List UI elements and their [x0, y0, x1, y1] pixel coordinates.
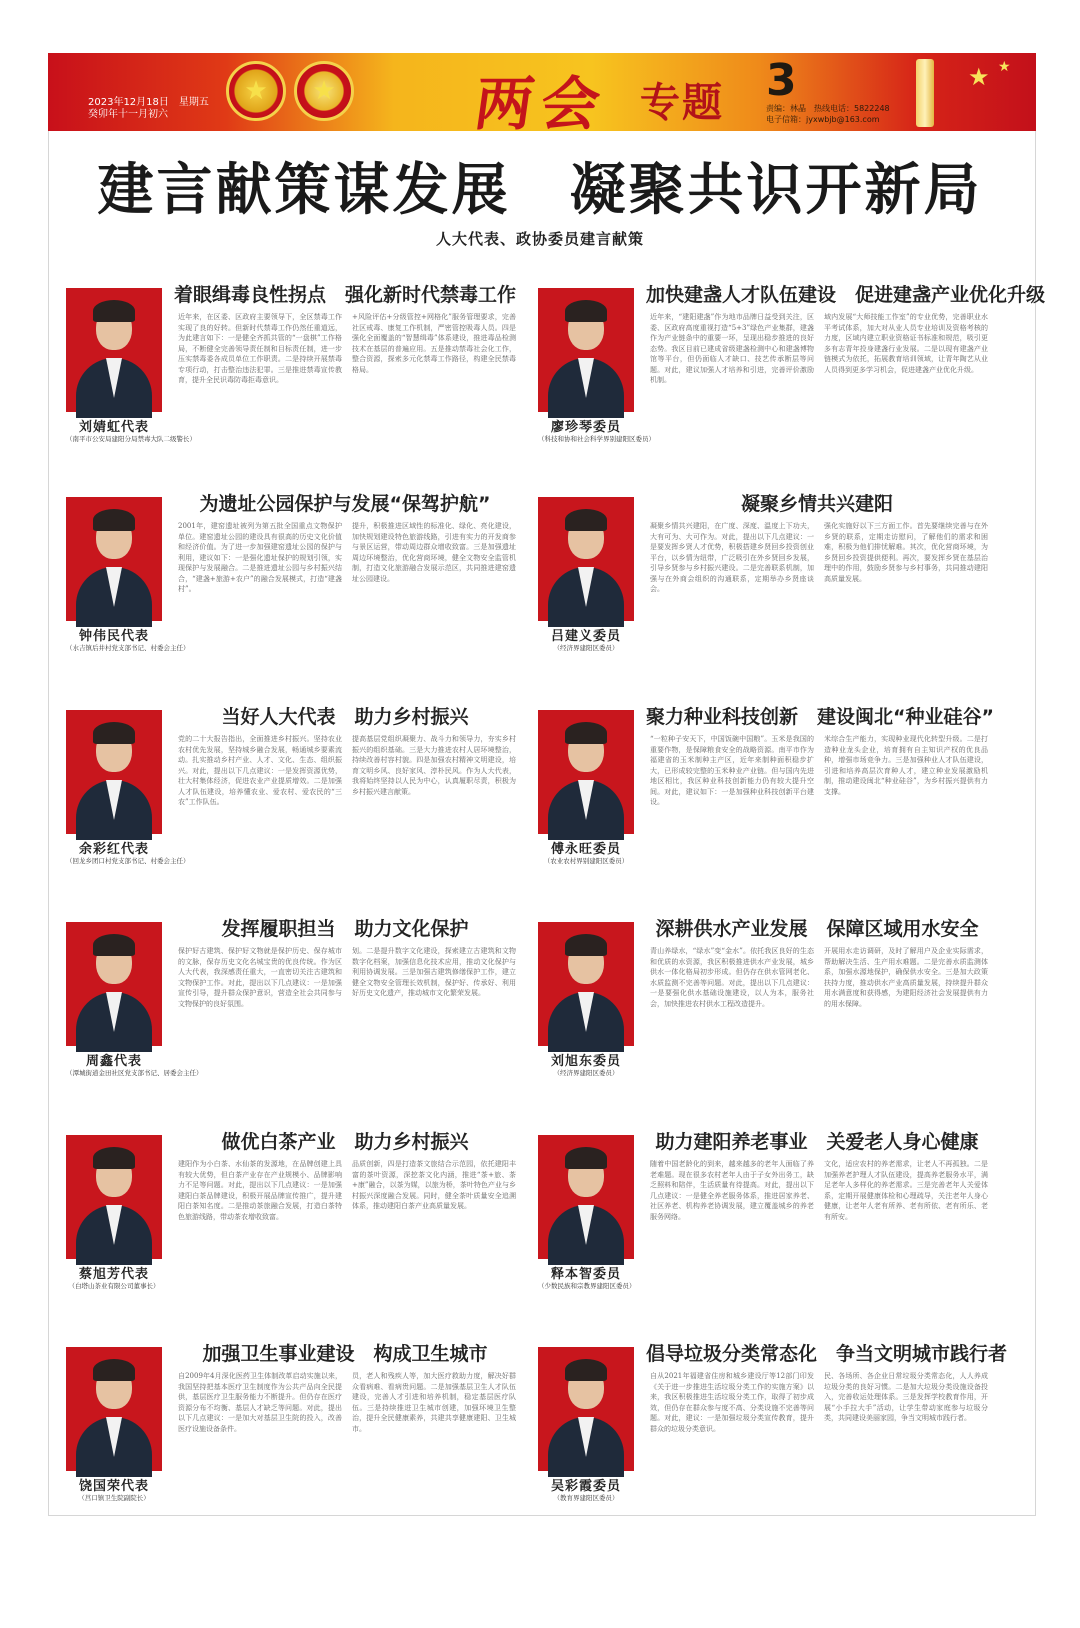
portrait-photo	[66, 922, 162, 1046]
article-column-right: 米综合生产能力，实现种业现代化转型升级。二是打造种业龙头企业，培育拥有自主知识产权的优良品种，增强市场竞争力。三是加强种业人才队伍建设，引进和培养高层次育种人才，建立种业发展激励机制，推动建设闽北“种业硅谷”，为乡村振兴提供有力支撑。	[824, 735, 988, 796]
huabiao-pillar-icon	[916, 59, 934, 127]
article-column-left: 近年来，在区委、区政府主要领导下，全区禁毒工作实现了良的好转。但新时代禁毒工作仍然任重道远，为此建言如下：一是健全齐抓共管的“一盘棋”工作格局，不断健全完善领导责任制和目标责任制，进一步压实禁毒委各成员单位工作职责。二是持续开展禁毒专项行动，打击整治违法犯罪。三是推进禁毒宣传教育，提升全民识毒防毒拒毒意识。	[178, 313, 342, 384]
article-column-right: 划。二是提升数字文化建设，探索建立古建筑和文物数字化档案，加强信息化技术应用，推动文化保护与利用协调发展。三是加强古建筑修缮保护工作，建立健全文物安全管理长效机制，保护好、传承好、利用好历史文化遗产，推动城市文化繁荣发展。	[352, 947, 516, 997]
article-column-right: 提升，积极推进区域性的标准化、绿化、亮化建设，加快规划建设特色旅游线路，引进有实力的开发商参与景区运营，带动周边群众增收致富。三是加强遗址周边环境整治，优化营商环境，健全文物安全监管机制，打造文化旅游融合发展示范区，共同推进建窑遗址公园建设。	[352, 522, 516, 583]
page-number: 3	[766, 55, 797, 106]
portrait-photo	[66, 1135, 162, 1259]
article-column-left: 保护好古建筑、保护好文物就是保护历史、保存城市的文脉，保存历史文化名城宝贵的优良传统。作为区人大代表，我深感责任重大，一直密切关注古建筑和文物保护工作。对此，提出以下几点建议：一是加强宣传引导，提升群众保护意识，营造全社会共同参与文物保护的良好氛围。	[178, 947, 342, 1008]
page-subheadline: 人大代表、政协委员建言献策	[435, 230, 644, 248]
article-column-right: 员，老人和残疾人等，加大医疗救助力度，解决好群众看病难、看病贵问题。二是加强基层卫生人才队伍建设，完善人才引进和培养机制，稳定基层医疗队伍。三是持续推进卫生城市创建，加强环境卫生整治，提升全民健康素养，共建共享健康建阳、卫生城市。	[352, 1372, 516, 1433]
article-card	[66, 284, 517, 478]
portrait-hair	[93, 509, 135, 531]
portrait-hair	[565, 1359, 607, 1381]
delegate-role: （回龙乡团口村党支部书记、村委会主任）	[66, 857, 190, 865]
article-column-right: 提高基层党组织凝聚力、战斗力和领导力，夯实乡村振兴的组织基础。三是大力推进农村人居环境整治，持续改善村容村貌。四是加强农村精神文明建设，培育文明乡风、良好家风、淳朴民风。作为人大代表，我将始终坚持以人民为中心，认真履职尽责，积极为乡村振兴建言献策。	[352, 735, 516, 796]
article-body	[650, 734, 988, 878]
delegate-name: 周鑫代表	[85, 1054, 142, 1069]
article-column-right: 域内发展“大师技能工作室”的专业优势，完善职业水平考试体系，加大对从业人员专业培训及资格考核的力度，区域内建立职业资格证书标准和规范，吸引更多有志青年投身建盏行业发展。二是以现有建盏产业链模式为依托，拓展教育培训领域，让青年陶艺从业人员得到更多学习机会，促进建盏产业优化升级。	[824, 313, 988, 374]
portrait-hair	[565, 934, 607, 956]
portrait-hair	[565, 1147, 607, 1169]
article-body	[650, 1371, 988, 1515]
portrait-photo	[66, 288, 162, 412]
article-column-right: +风险评估+分级管控+网格化”服务管理要求，完善社区戒毒、康复工作机制，严密管控吸毒人员。四是强化全面覆盖的“智慧缉毒”体系建设，推进毒品检测技术在基层的普遍应用。五是推动禁毒社会化工作，整合资源，探索多元化禁毒工作路径，构建全民禁毒格局。	[352, 313, 516, 374]
delegate-role: （科技和协和社会科学界别建阳区委员）	[538, 435, 655, 443]
portrait-photo	[538, 497, 634, 621]
article-card	[66, 493, 516, 687]
portrait-photo	[66, 497, 162, 621]
portrait-photo	[538, 288, 634, 412]
delegate-name: 释本智委员	[550, 1267, 621, 1282]
article-column-left: 近年来，“建阳建盏”作为地市品牌日益受到关注，区委、区政府高度重视打造“5+3”绿色产业集群，建盏作为产业链条中的重要一环，呈现出稳步推进的良好态势。我区目前已建成省级建盏检测中心和建盏博物馆等平台，但仍面临人才缺口、技艺传承断层等问题。对此，建议加强人才培养和引进，完善评价激励机制。	[650, 313, 814, 384]
article-card	[538, 706, 994, 900]
portrait-hair	[565, 300, 607, 322]
delegate-role: （教育界建阳区委员）	[553, 1494, 619, 1502]
section-title-lianghui: 两会	[470, 70, 613, 138]
article-column-left: 自2009年4月深化医药卫生体制改革启动实施以来，我国坚持把基本医疗卫生制度作为公共产品向全民提供，基层医疗卫生服务能力不断提升。但仍存在医疗资源分布不均衡、基层人才缺乏等问题。对此，提出以下几点建议：一是加大对基层卫生院的投入，改善医疗设施设备条件。	[178, 1372, 342, 1433]
article-card	[66, 1131, 516, 1325]
section-title-zhuanti: 专题	[640, 80, 724, 126]
portrait-hair	[93, 934, 135, 956]
date-lunar: 癸卯年十一月初六	[88, 109, 168, 120]
article-card	[538, 1343, 1008, 1537]
article-column-left: 随着中国老龄化的到来，越来越多的老年人面临了养老难题。现在很多农村老年人由于子女外出务工，缺乏照料和陪伴，生活质量有待提高。对此，提出以下几点建议：一是健全养老服务体系，推进居家养老、社区养老、机构养老协调发展，建立覆盖城乡的养老服务网络。	[650, 1160, 814, 1221]
article-title: 着眼缉毒良性拐点 强化新时代禁毒工作	[174, 284, 517, 306]
article-title: 凝聚乡情共兴建阳	[740, 493, 893, 515]
portrait-hair	[93, 722, 135, 744]
article-column-left: 党的二十大报告指出，全面推进乡村振兴。坚持农业农村优先发展，坚持城乡融合发展，畅通城乡要素流动。扎实推动乡村产业、人才、文化、生态、组织振兴。对此，提出以下几点建议：一是发挥资源优势，壮大村集体经济，促进农业产业提质增效。二是加强人才队伍建设，培养懂农业、爱农村、爱农民的“三农”工作队伍。	[178, 735, 342, 806]
portrait-photo	[66, 1347, 162, 1471]
portrait-photo	[538, 1347, 634, 1471]
delegate-name: 吕建义委员	[550, 629, 621, 644]
article-body	[178, 946, 516, 1090]
article-card	[66, 706, 516, 900]
portrait-hair	[565, 722, 607, 744]
delegate-name: 刘婧虹代表	[78, 420, 149, 435]
star-icon: ★	[968, 63, 990, 91]
article-title: 助力建阳养老事业 关爱老人身心健康	[655, 1131, 979, 1153]
article-column-right: 文化，适应农村的养老需求，让老人不再孤独。二是加强养老护理人才队伍建设，提高养老服务水平，满足老年人多样化的养老需求。三是完善老年人关爱体系，定期开展健康体检和心理疏导，关注老年人身心健康，让老年人老有所养、老有所依、老有所乐、老有所安。	[824, 1160, 988, 1221]
article-column-left: 建阳作为小白茶、水仙茶的发源地，在品牌创建上具有较大优势，但白茶产业存在产业规模小、品牌影响力不足等问题。对此，提出以下几点建议：一是加强建阳白茶品牌建设，积极开展品牌宣传推广，提升建阳白茶知名度。二是推动茶旅融合发展，打造白茶特色旅游线路，带动茶农增收致富。	[178, 1160, 342, 1221]
portrait-hair	[93, 1359, 135, 1381]
delegate-role: （莒口镇卫生院副院长）	[78, 1494, 150, 1502]
article-body	[178, 734, 516, 878]
article-card	[538, 284, 1046, 478]
article-column-right: 品质创新，四是打造茶文旅结合示范园，依托建阳丰富的茶叶资源，深挖茶文化内涵，推进“茶+旅、茶+康”融合，以茶为媒，以旅为桥，茶叶特色产业与乡村振兴深度融合发展。同时，健全茶叶质量安全追溯体系，推动建阳白茶产业高质量发展。	[352, 1160, 516, 1210]
delegate-role: （少数民族和宗教界建阳区委员）	[538, 1282, 636, 1290]
article-body	[650, 312, 988, 456]
portrait-photo	[66, 710, 162, 834]
article-body	[650, 946, 988, 1090]
issue-date	[88, 97, 209, 121]
article-column-left: “一粒种子安天下，中国饭碗中国粮”。玉米是我国的重要作物，是保障粮食安全的战略资源。南平市作为福建省的玉米制种主产区，近年来制种面积稳步扩大，已形成较完整的玉米种业产业链。但与国内先进地区相比，我区种业科技创新能力仍有较大提升空间。对此，建议如下：一是加强种业科技创新平台建设。	[650, 735, 814, 806]
portrait-hair	[565, 509, 607, 531]
article-body	[178, 1371, 516, 1515]
article-title: 加强卫生事业建设 构成卫生城市	[202, 1343, 488, 1365]
page-headline: 建言献策谋发展 凝聚共识开新局	[97, 158, 983, 223]
cppcc-emblem-icon: ★	[294, 61, 354, 121]
article-title: 深耕供水产业发展 保障区域用水安全	[655, 918, 979, 940]
editor-line: 责编：林晶 热线电话：5822248	[766, 104, 890, 113]
article-title: 当好人大代表 助力乡村振兴	[221, 706, 469, 728]
article-column-right: 民、各场所、各企业日常垃圾分类常态化，人人养成垃圾分类的良好习惯。二是加大垃圾分类设施设备投入，完善收运处理体系。三是发挥学校教育作用，开展“小手拉大手”活动，让学生带动家庭参与垃圾分类，共同建设美丽家园，争当文明城市践行者。	[824, 1372, 988, 1422]
delegate-role: （经济界建阳区委员）	[553, 644, 619, 652]
delegate-name: 饶国荣代表	[78, 1479, 149, 1494]
article-card	[538, 918, 988, 1112]
delegate-name: 傅永旺委员	[550, 842, 621, 857]
portrait-hair	[93, 1147, 135, 1169]
delegate-role: （南平市公安局建阳分局禁毒大队二级警长）	[66, 435, 196, 443]
article-title: 聚力种业科技创新 建设闽北“种业硅谷”	[646, 706, 994, 728]
delegate-role: （潭城街道金田社区党支部书记、居委会主任）	[66, 1069, 203, 1077]
masthead-banner	[48, 53, 1036, 138]
portrait-hair	[93, 300, 135, 322]
article-column-left: 2001年，建窑遗址被列为第五批全国重点文物保护单位。建窑遗址公园的建设具有很高的历史文化价值和经济价值。为了进一步加强建窑遗址公园的保护与利用，建议如下：一是强化遗址保护的规划引领，实现保护与发展融合。二是推进遗址公园与乡村振兴结合，“建盏+旅游+农户”的融合发展模式，打造“建盏村”。	[178, 522, 342, 593]
delegate-name: 刘旭东委员	[550, 1054, 621, 1069]
delegate-role: （水吉镇后井村党支部书记、村委会主任）	[66, 644, 190, 652]
delegate-role: （白塔山茶业有限公司董事长）	[68, 1282, 160, 1290]
article-title: 做优白茶产业 助力乡村振兴	[221, 1131, 469, 1153]
portrait-photo	[538, 1135, 634, 1259]
delegate-name: 余彩红代表	[78, 842, 149, 857]
delegate-name: 蔡旭芳代表	[78, 1267, 149, 1282]
delegate-role: （经济界建阳区委员）	[553, 1069, 619, 1077]
article-column-right: 强化实施好以下三方面工作。首先要继续完善与在外乡贤的联系，定期走访慰问，了解他们的需求和困难，积极为他们排忧解难。其次，优化营商环境，为乡贤回乡投资提供便利。再次，要发挥乡贤在基层治理中的作用，鼓励乡贤参与乡村事务，共同推动建阳高质量发展。	[824, 522, 988, 583]
article-column-left: 青山养绿水，“绿水”变“金水”。依托我区良好的生态和优质的水资源，我区积极推进供水产业发展，城乡供水一体化格局初步形成。但仍存在供水管网老化、水质监测不完善等问题。对此，提出以下几点建议：一是要强化供水基础设施建设，以人为本，服务社会，加快推进农村供水工程改造提升。	[650, 947, 814, 1008]
article-title: 加快建盏人才队伍建设 促进建盏产业优化升级	[646, 284, 1046, 306]
article-card	[66, 918, 516, 1112]
article-body	[178, 521, 516, 665]
article-title: 为遗址公园保护与发展“保驾护航”	[199, 493, 491, 515]
national-emblem-icon: ★	[226, 61, 286, 121]
article-title: 倡导垃圾分类常态化 争当文明城市践行者	[646, 1343, 1008, 1365]
delegate-name: 钟伟民代表	[78, 629, 149, 644]
date-gregorian: 2023年12月18日 星期五	[88, 97, 209, 108]
star-icon: ★	[998, 59, 1011, 75]
portrait-photo	[538, 922, 634, 1046]
editor-info	[766, 103, 890, 125]
article-column-right: 开展用水走访调研，及时了解用户及企业实际需求，帮助解决生活、生产用水难题。二是完善水质监测体系，加强水源地保护，确保供水安全。三是加大政策扶持力度，推动供水产业高质量发展，持续提升群众用水满意度和获得感，为建阳经济社会发展提供有力的用水保障。	[824, 947, 988, 1008]
email-line: 电子信箱：jyxwbjb@163.com	[766, 115, 880, 124]
delegate-name: 吴彩霞委员	[550, 1479, 621, 1494]
article-body	[650, 521, 988, 665]
article-body	[650, 1159, 988, 1303]
delegate-name: 廖珍琴委员	[550, 420, 621, 435]
article-card	[538, 1131, 988, 1325]
article-card	[66, 1343, 516, 1537]
portrait-photo	[538, 710, 634, 834]
article-body	[178, 312, 516, 456]
article-column-left: 自从2021年福建省住房和城乡建设厅等12部门印发《关于进一步推进生活垃圾分类工作的实施方案》以来，我区积极推进生活垃圾分类工作，取得了初步成效，但仍存在群众参与度不高、分类设施不完善等问题。对此，建议：一是加强垃圾分类宣传教育，提升群众的垃圾分类意识。	[650, 1372, 814, 1433]
article-body	[178, 1159, 516, 1303]
article-column-left: 凝聚乡情共兴建阳，在广度、深度、温度上下功夫，大有可为、大可作为。对此，提出以下几点建议：一是要发挥乡贤人才优势，积极搭建乡贤回乡投资创业平台，以乡情为纽带，广泛吸引在外乡贤回乡发展，引导乡贤参与乡村振兴建设。二是完善联系机制，加强与在外商会组织的沟通联系，定期举办乡贤座谈会。	[650, 522, 814, 593]
article-card	[538, 493, 988, 687]
article-title: 发挥履职担当 助力文化保护	[221, 918, 469, 940]
delegate-role: （农业农村界别建阳区委员）	[543, 857, 629, 865]
